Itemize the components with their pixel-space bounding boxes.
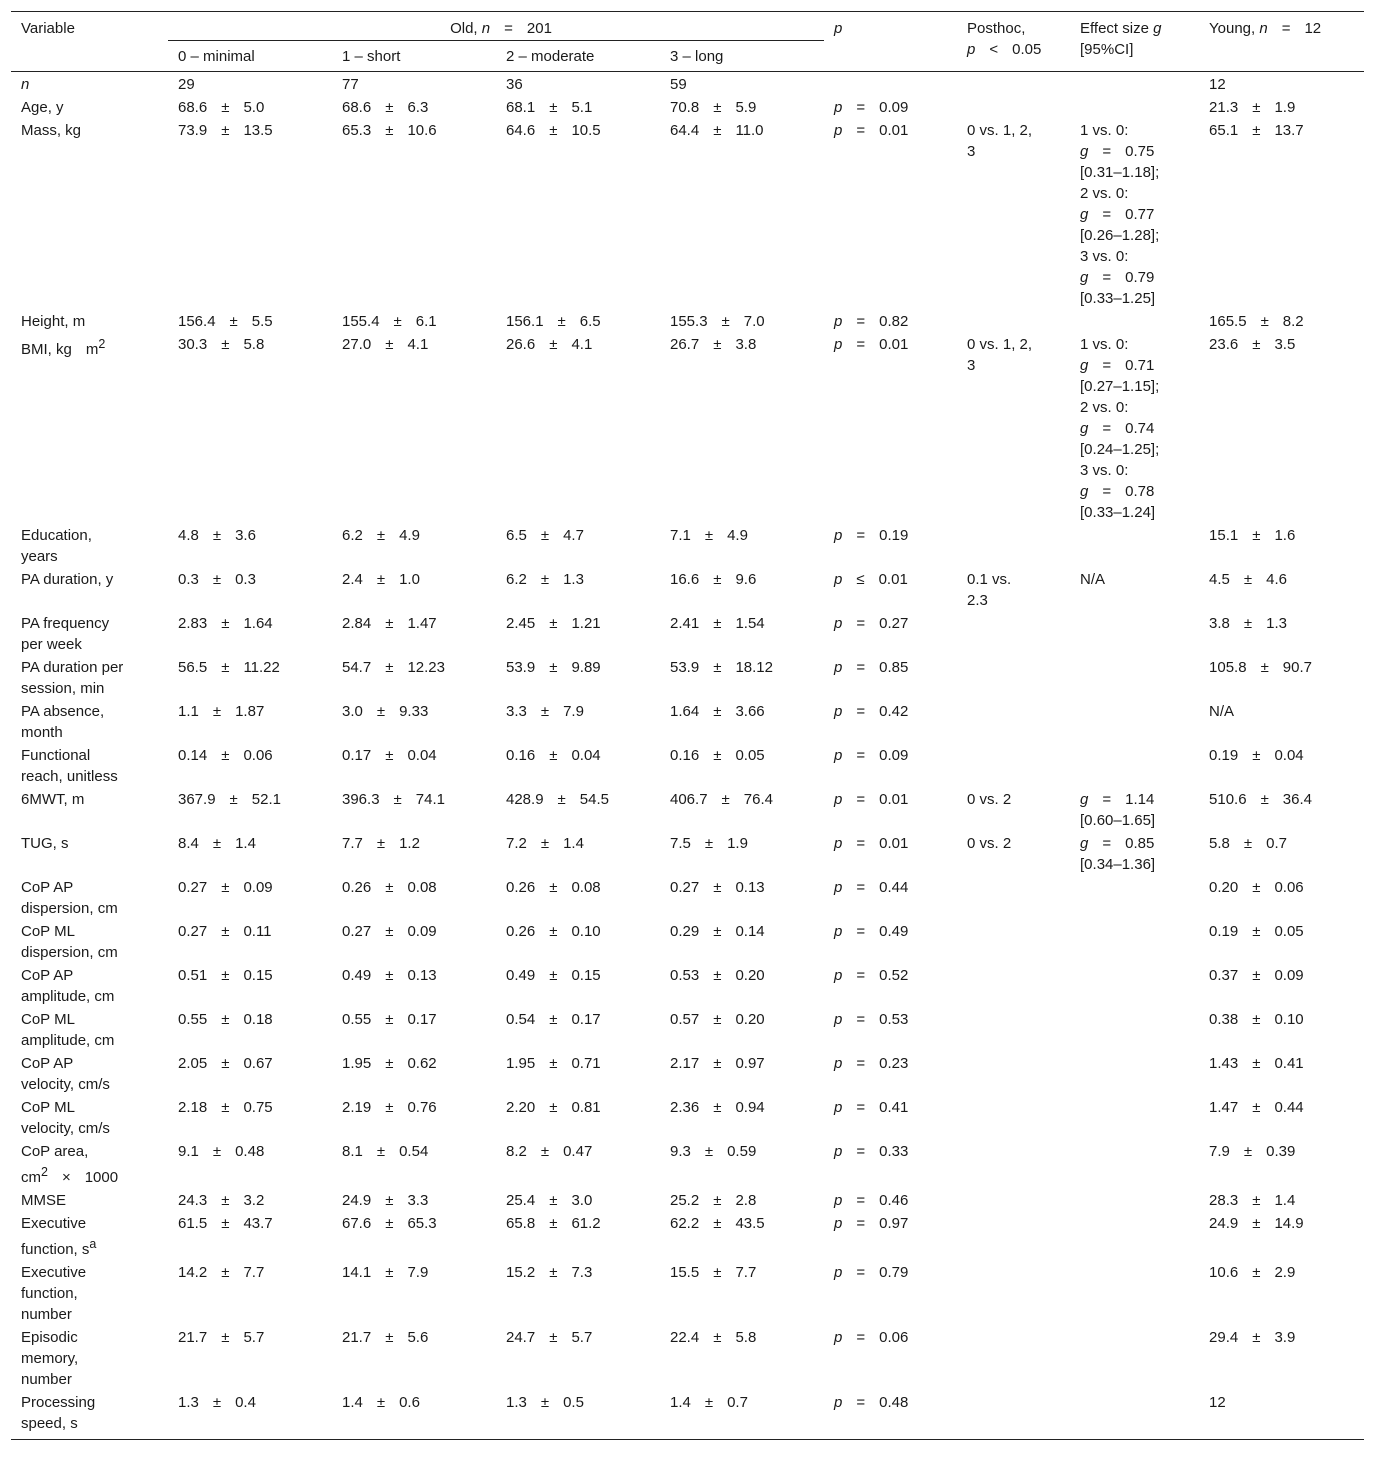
young-cell: 24.9 ± 14.9 <box>1209 1215 1304 1232</box>
p-value-cell: p = 0.49 <box>834 923 909 940</box>
value-cell-c3: 406.7 ± 76.4 <box>670 791 773 808</box>
effect-size-cell: 1 vs. 0: g = 0.75 [0.31–1.18]; 2 vs. 0: g = 0.77 [0.26–1.28]; 3 vs. 0: g = 0.79 [0.33–1.25] <box>1080 122 1160 307</box>
young-cell: 1.43 ± 0.41 <box>1209 1055 1304 1072</box>
subheader-3: 3 – long <box>670 48 724 65</box>
young-cell: 21.3 ± 1.9 <box>1209 99 1296 116</box>
variable-cell: BMI, kg $m^2$ <box>21 337 106 358</box>
value-cell-c2: 1.3 ± 0.5 <box>496 1391 660 1440</box>
variable-cell: Functional reach, unitless <box>21 747 118 785</box>
value-cell-c3: 2.41 ± 1.54 <box>670 615 765 632</box>
value-cell-c1: 77 <box>342 76 359 93</box>
young-cell: 105.8 ± 90.7 <box>1209 659 1312 676</box>
value-cell-c3: 7.5 ± 1.9 <box>670 835 748 852</box>
effect-size-cell <box>1070 524 1199 568</box>
header-effect-size: Effect size g [95%CI] <box>1070 12 1199 72</box>
table-row <box>11 1008 1364 1052</box>
p-value-cell: p = 0.97 <box>834 1215 909 1232</box>
value-cell-c3: 0.29 ± 0.14 <box>670 923 765 940</box>
header-old-text: Old, n = 201 <box>450 20 552 37</box>
effect-size-cell <box>1070 964 1199 1008</box>
young-cell: 23.6 ± 3.5 <box>1209 336 1296 353</box>
posthoc-cell <box>957 1326 1070 1391</box>
value-cell-c2: 65.8 ± 61.2 <box>506 1215 601 1232</box>
value-cell-c2: 25.4 ± 3.0 <box>506 1192 593 1209</box>
value-cell-c2: 428.9 ± 54.5 <box>506 791 609 808</box>
header-row <box>11 12 1364 41</box>
young-cell: 0.38 ± 0.10 <box>1209 1011 1304 1028</box>
table-row <box>11 1326 1364 1391</box>
value-cell-c2: 8.2 ± 0.47 <box>506 1143 593 1160</box>
effect-size-cell <box>1070 1052 1199 1096</box>
variable-cell: n <box>21 76 30 93</box>
young-cell: 510.6 ± 36.4 <box>1209 791 1312 808</box>
table-row <box>11 96 1364 119</box>
young-cell: 165.5 ± 8.2 <box>1209 313 1304 330</box>
effect-size-cell <box>1070 876 1199 920</box>
table-row <box>11 1212 1364 1261</box>
value-cell-c2: 2.20 ± 0.81 <box>506 1099 601 1116</box>
value-cell-c0: 56.5 ± 11.22 <box>178 659 280 676</box>
variable-cell: MMSE <box>21 1192 66 1209</box>
table-row <box>11 612 1364 656</box>
value-cell-c3: 0.57 ± 0.20 <box>670 1011 765 1028</box>
value-cell-c3: 70.8 ± 5.9 <box>670 99 757 116</box>
value-cell-c3: 22.4 ± 5.8 <box>670 1329 757 1346</box>
posthoc-cell <box>957 524 1070 568</box>
p-value-cell: p = 0.33 <box>834 1143 909 1160</box>
subheader-1: 1 – short <box>342 48 401 65</box>
young-cell: 12 <box>1209 76 1226 93</box>
value-cell-c3: 62.2 ± 43.5 <box>670 1215 765 1232</box>
value-cell-c3: 0.16 ± 0.05 <box>670 747 765 764</box>
value-cell-c0: 1.1 ± 1.87 <box>178 703 265 720</box>
p-value-cell: p = 0.53 <box>834 1011 909 1028</box>
p-value-cell: p ≤ 0.01 <box>834 571 908 588</box>
table-row <box>11 568 1364 612</box>
value-cell-c1: 0.17 ± 0.04 <box>342 747 437 764</box>
data-table <box>11 11 1364 1440</box>
variable-cell: CoP AP amplitude, cm <box>21 967 115 1005</box>
variable-cell: Processing speed, s <box>11 1391 168 1440</box>
p-value-cell: p = 0.52 <box>834 967 909 984</box>
value-cell-c0: 1.3 ± 0.4 <box>168 1391 332 1440</box>
variable-cell: Executive function, $s^a$ <box>21 1215 97 1258</box>
value-cell-c0: 73.9 ± 13.5 <box>178 122 273 139</box>
value-cell-c3: 25.2 ± 2.8 <box>670 1192 757 1209</box>
effect-size-cell <box>1070 656 1199 700</box>
young-cell: 28.3 ± 1.4 <box>1209 1192 1296 1209</box>
value-cell-c3: 2.17 ± 0.97 <box>670 1055 765 1072</box>
effect-size-cell <box>1070 1261 1199 1326</box>
table-row <box>11 788 1364 832</box>
value-cell-c0: 4.8 ± 3.6 <box>178 527 256 544</box>
value-cell-c3: 53.9 ± 18.12 <box>670 659 773 676</box>
young-cell: 3.8 ± 1.3 <box>1209 615 1287 632</box>
value-cell-c3: 1.64 ± 3.66 <box>670 703 765 720</box>
value-cell-c3: 9.3 ± 0.59 <box>670 1143 757 1160</box>
value-cell-c1: 65.3 ± 10.6 <box>342 122 437 139</box>
value-cell-c1: 2.19 ± 0.76 <box>342 1099 437 1116</box>
value-cell-c3: 15.5 ± 7.7 <box>670 1264 757 1281</box>
value-cell-c2: 64.6 ± 10.5 <box>506 122 601 139</box>
header-old-group <box>168 12 824 41</box>
posthoc-cell <box>957 1096 1070 1140</box>
value-cell-c2: 156.1 ± 6.5 <box>506 313 601 330</box>
value-cell-c0: 0.27 ± 0.09 <box>178 879 273 896</box>
variable-cell: TUG, s <box>21 835 69 852</box>
value-cell-c3: 0.53 ± 0.20 <box>670 967 765 984</box>
value-cell-c0: 21.7 ± 5.7 <box>178 1329 265 1346</box>
value-cell-c1: 68.6 ± 6.3 <box>342 99 429 116</box>
p-value-cell: p = 0.42 <box>834 703 909 720</box>
posthoc-cell <box>957 876 1070 920</box>
table-row <box>11 72 1364 97</box>
posthoc-cell <box>957 1189 1070 1212</box>
effect-size-cell: g = 1.14 [0.60–1.65] <box>1080 791 1156 829</box>
value-cell-c2: 6.5 ± 4.7 <box>506 527 584 544</box>
variable-cell: PA absence, month <box>21 703 105 741</box>
posthoc-cell: 0.1 vs. 2.3 <box>967 571 1012 609</box>
variable-cell: Mass, kg <box>21 122 82 139</box>
effect-size-cell <box>1070 744 1199 788</box>
posthoc-cell <box>957 1261 1070 1326</box>
variable-cell: Executive function, number <box>21 1264 87 1323</box>
value-cell-c0: 68.6 ± 5.0 <box>178 99 265 116</box>
value-cell-c0: 61.5 ± 43.7 <box>178 1215 273 1232</box>
value-cell-c0: 0.51 ± 0.15 <box>178 967 273 984</box>
posthoc-cell <box>957 96 1070 119</box>
young-cell: N/A <box>1209 703 1235 720</box>
young-cell: 65.1 ± 13.7 <box>1209 122 1304 139</box>
young-cell: 12 <box>1199 1391 1364 1440</box>
posthoc-cell: 0 vs. 2 <box>967 835 1012 852</box>
effect-size-cell <box>1070 1326 1199 1391</box>
young-cell: 0.19 ± 0.04 <box>1209 747 1304 764</box>
table-row <box>11 964 1364 1008</box>
table-row <box>11 1140 1364 1189</box>
table-row <box>11 876 1364 920</box>
value-cell-c1: 1.4 ± 0.6 <box>332 1391 496 1440</box>
young-cell: 0.20 ± 0.06 <box>1209 879 1304 896</box>
variable-cell: Episodic memory, number <box>21 1329 79 1388</box>
young-cell: 0.19 ± 0.05 <box>1209 923 1304 940</box>
table-row <box>11 656 1364 700</box>
table-body <box>11 72 1364 1440</box>
variable-cell: CoP AP dispersion, cm <box>21 879 118 917</box>
value-cell-c3: 155.3 ± 7.0 <box>670 313 765 330</box>
value-cell-c0: 156.4 ± 5.5 <box>178 313 273 330</box>
value-cell-c1: 0.49 ± 0.13 <box>342 967 437 984</box>
p-value-cell: p = 0.09 <box>834 99 909 116</box>
young-cell: 29.4 ± 3.9 <box>1209 1329 1296 1346</box>
posthoc-cell <box>957 1212 1070 1261</box>
value-cell-c1: 0.26 ± 0.08 <box>342 879 437 896</box>
table-row <box>11 310 1364 333</box>
effect-size-cell <box>1070 1212 1199 1261</box>
posthoc-cell <box>957 1140 1070 1189</box>
value-cell-c1: 2.84 ± 1.47 <box>342 615 437 632</box>
value-cell-c0: 2.83 ± 1.64 <box>178 615 273 632</box>
table-row <box>11 700 1364 744</box>
table-row <box>11 1052 1364 1096</box>
table-row <box>11 832 1364 876</box>
value-cell-c3: 59 <box>670 76 687 93</box>
value-cell-c2: 0.49 ± 0.15 <box>506 967 601 984</box>
effect-size-cell <box>1070 920 1199 964</box>
posthoc-cell <box>957 1008 1070 1052</box>
effect-size-cell <box>1070 612 1199 656</box>
posthoc-cell: 0 vs. 1, 2, 3 <box>967 122 1033 160</box>
p-value-cell: p = 0.19 <box>834 527 909 544</box>
p-value-cell: p = 0.27 <box>834 615 909 632</box>
value-cell-c1: 14.1 ± 7.9 <box>342 1264 429 1281</box>
value-cell-c3: 64.4 ± 11.0 <box>670 122 764 139</box>
p-value-cell: p = 0.09 <box>834 747 909 764</box>
value-cell-c1: 21.7 ± 5.6 <box>342 1329 429 1346</box>
header-posthoc: Posthoc, p < 0.05 <box>957 12 1070 72</box>
posthoc-cell <box>957 72 1070 97</box>
value-cell-c0: 2.18 ± 0.75 <box>178 1099 273 1116</box>
subheader-0: 0 – minimal <box>178 48 255 65</box>
value-cell-c1: 2.4 ± 1.0 <box>342 571 420 588</box>
value-cell-c2: 68.1 ± 5.1 <box>506 99 593 116</box>
value-cell-c2: 0.26 ± 0.10 <box>506 923 601 940</box>
young-cell: 5.8 ± 0.7 <box>1209 835 1287 852</box>
value-cell-c1: 6.2 ± 4.9 <box>342 527 420 544</box>
subheader-2: 2 – moderate <box>506 48 595 65</box>
posthoc-cell: 0 vs. 1, 2, 3 <box>967 336 1033 374</box>
table-row <box>11 1261 1364 1326</box>
p-value-cell: p = 0.41 <box>834 1099 909 1116</box>
posthoc-cell <box>957 700 1070 744</box>
value-cell-c3: 0.27 ± 0.13 <box>670 879 765 896</box>
effect-size-cell: g = 0.85 [0.34–1.36] <box>1080 835 1156 873</box>
value-cell-c2: 0.26 ± 0.08 <box>506 879 601 896</box>
variable-cell: CoP ML velocity, cm/s <box>21 1099 110 1137</box>
header-p: p <box>824 12 957 72</box>
value-cell-c1: 67.6 ± 65.3 <box>342 1215 437 1232</box>
posthoc-cell <box>957 744 1070 788</box>
p-value-cell: p = 0.01 <box>834 336 909 353</box>
variable-cell: 6MWT, m <box>21 791 85 808</box>
value-cell-c0: 30.3 ± 5.8 <box>178 336 265 353</box>
value-cell-c1: 54.7 ± 12.23 <box>342 659 445 676</box>
table-row <box>11 1189 1364 1212</box>
p-value-cell: p = 0.06 <box>834 1329 909 1346</box>
p-value-cell: p = 0.01 <box>834 122 909 139</box>
value-cell-c1: 396.3 ± 74.1 <box>342 791 445 808</box>
header-variable: Variable <box>11 12 168 72</box>
value-cell-c2: 24.7 ± 5.7 <box>506 1329 593 1346</box>
variable-cell: CoP ML dispersion, cm <box>21 923 118 961</box>
table-container <box>11 11 1364 1440</box>
value-cell-c0: 8.4 ± 1.4 <box>178 835 256 852</box>
value-cell-c0: 29 <box>178 76 195 93</box>
value-cell-c2: 1.95 ± 0.71 <box>506 1055 601 1072</box>
value-cell-c1: 155.4 ± 6.1 <box>342 313 437 330</box>
p-value-cell: p = 0.82 <box>834 313 909 330</box>
value-cell-c0: 0.27 ± 0.11 <box>178 923 272 940</box>
table-row <box>11 920 1364 964</box>
posthoc-cell <box>957 656 1070 700</box>
value-cell-c0: 2.05 ± 0.67 <box>178 1055 273 1072</box>
table-row <box>11 119 1364 310</box>
value-cell-c2: 36 <box>506 76 523 93</box>
effect-size-cell <box>1070 1096 1199 1140</box>
value-cell-c0: 0.14 ± 0.06 <box>178 747 273 764</box>
value-cell-c0: 367.9 ± 52.1 <box>178 791 281 808</box>
value-cell-c2: 0.16 ± 0.04 <box>506 747 601 764</box>
value-cell-c3: 7.1 ± 4.9 <box>670 527 748 544</box>
table-row <box>11 1391 1364 1440</box>
value-cell-c1: 1.95 ± 0.62 <box>342 1055 437 1072</box>
value-cell-c2: 7.2 ± 1.4 <box>506 835 584 852</box>
value-cell-c0: 14.2 ± 7.7 <box>178 1264 265 1281</box>
effect-size-cell <box>1070 1140 1199 1189</box>
value-cell-c2: 15.2 ± 7.3 <box>506 1264 593 1281</box>
value-cell-c1: 27.0 ± 4.1 <box>342 336 429 353</box>
value-cell-c2: 26.6 ± 4.1 <box>506 336 593 353</box>
variable-cell: Education, years <box>21 527 92 565</box>
p-value-cell: p = 0.01 <box>834 791 909 808</box>
table-row <box>11 333 1364 524</box>
effect-size-cell <box>1070 1189 1199 1212</box>
value-cell-c0: 9.1 ± 0.48 <box>178 1143 265 1160</box>
value-cell-c2: 0.54 ± 0.17 <box>506 1011 601 1028</box>
posthoc-cell: 0 vs. 2 <box>967 791 1012 808</box>
effect-size-cell: 1 vs. 0: g = 0.71 [0.27–1.15]; 2 vs. 0: g = 0.74 [0.24–1.25]; 3 vs. 0: g = 0.78 [0.33–1.24] <box>1080 336 1160 521</box>
value-cell-c1: 7.7 ± 1.2 <box>342 835 420 852</box>
value-cell-c0: 0.3 ± 0.3 <box>178 571 256 588</box>
young-cell: 10.6 ± 2.9 <box>1209 1264 1296 1281</box>
value-cell-c1: 0.55 ± 0.17 <box>342 1011 437 1028</box>
value-cell-c3: 16.6 ± 9.6 <box>670 571 757 588</box>
variable-cell: CoP ML amplitude, cm <box>21 1011 115 1049</box>
effect-size-cell <box>1070 72 1199 97</box>
table-row <box>11 1096 1364 1140</box>
header-young: Young, n = 12 <box>1199 12 1364 72</box>
variable-cell: PA frequency per week <box>21 615 110 653</box>
young-cell: 0.37 ± 0.09 <box>1209 967 1304 984</box>
value-cell-c1: 24.9 ± 3.3 <box>342 1192 429 1209</box>
p-value-cell: p = 0.79 <box>834 1264 909 1281</box>
value-cell-c1: 0.27 ± 0.09 <box>342 923 437 940</box>
young-cell: 1.47 ± 0.44 <box>1209 1099 1304 1116</box>
effect-size-cell <box>1070 96 1199 119</box>
value-cell-c2: 53.9 ± 9.89 <box>506 659 601 676</box>
value-cell-c2: 3.3 ± 7.9 <box>506 703 584 720</box>
p-value-cell: p = 0.46 <box>834 1192 909 1209</box>
table-row <box>11 744 1364 788</box>
posthoc-cell <box>957 310 1070 333</box>
posthoc-cell <box>957 1391 1070 1440</box>
p-value-cell <box>824 72 957 97</box>
effect-size-cell <box>1070 1008 1199 1052</box>
value-cell-c1: 8.1 ± 0.54 <box>342 1143 429 1160</box>
variable-cell: Age, y <box>21 99 64 116</box>
p-value-cell: p = 0.23 <box>834 1055 909 1072</box>
variable-cell: CoP AP velocity, cm/s <box>21 1055 110 1093</box>
posthoc-cell <box>957 920 1070 964</box>
effect-size-cell: N/A <box>1080 571 1106 588</box>
young-cell: 15.1 ± 1.6 <box>1209 527 1296 544</box>
variable-cell: PA duration, y <box>21 571 114 588</box>
effect-size-cell <box>1070 1391 1199 1440</box>
young-cell: 7.9 ± 0.39 <box>1209 1143 1296 1160</box>
value-cell-c2: 2.45 ± 1.21 <box>506 615 601 632</box>
effect-size-cell <box>1070 700 1199 744</box>
value-cell-c2: 6.2 ± 1.3 <box>506 571 584 588</box>
p-value-cell: p = 0.85 <box>834 659 909 676</box>
posthoc-cell <box>957 1052 1070 1096</box>
posthoc-cell <box>957 612 1070 656</box>
value-cell-c0: 24.3 ± 3.2 <box>178 1192 265 1209</box>
young-cell: 4.5 ± 4.6 <box>1209 571 1287 588</box>
value-cell-c3: 26.7 ± 3.8 <box>670 336 757 353</box>
value-cell-c3: 2.36 ± 0.94 <box>670 1099 765 1116</box>
value-cell-c1: 3.0 ± 9.33 <box>342 703 429 720</box>
variable-cell: CoP area, $cm^2 \times 1000$ <box>21 1143 119 1186</box>
p-value-cell: p = 0.44 <box>834 879 909 896</box>
p-value-cell: p = 0.48 <box>824 1391 957 1440</box>
value-cell-c0: 0.55 ± 0.18 <box>178 1011 273 1028</box>
variable-cell: PA duration per session, min <box>21 659 124 697</box>
variable-cell: Height, m <box>21 313 86 330</box>
posthoc-cell <box>957 964 1070 1008</box>
value-cell-c3: 1.4 ± 0.7 <box>660 1391 824 1440</box>
effect-size-cell <box>1070 310 1199 333</box>
p-value-cell: p = 0.01 <box>834 835 909 852</box>
table-row <box>11 524 1364 568</box>
